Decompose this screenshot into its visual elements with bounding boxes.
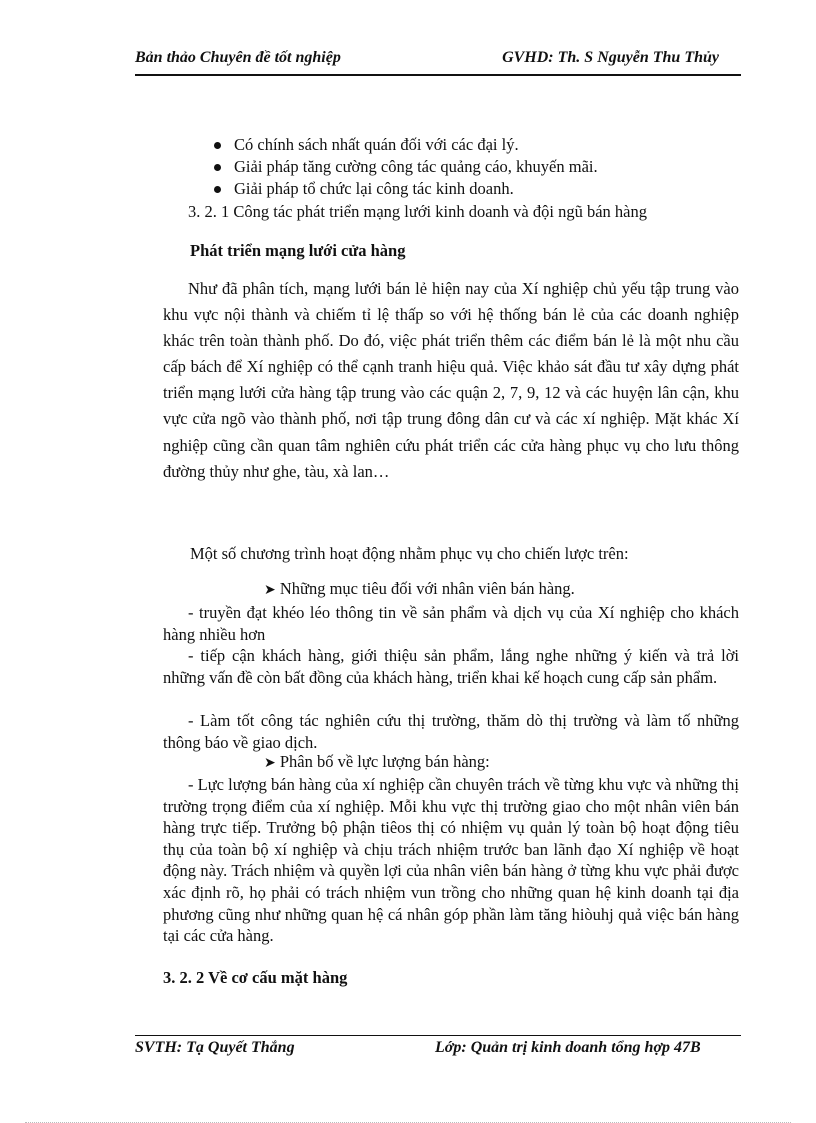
header-supervisor: GVHD: Th. S Nguyễn Thu Thủy [502,49,719,66]
page-header [135,46,741,76]
bullet-item: Giải pháp tổ chức lại công tác kinh doanh. [212,178,598,200]
dash-item: - tiếp cận khách hàng, giới thiệu sản phẩm, lắng nghe những ý kiến và trả lời những vấn đề còn bất đồng của khách hàng, triển khai kế hoạch cung cấp sản phẩm. [163,646,739,687]
section-heading-3-2-1: 3. 2. 1 Công tác phát triển mạng lưới kinh doanh và đội ngũ bán hàng [188,202,647,221]
arrow-item-label: Những mục tiêu đối với nhân viên bán hàng. [279,579,575,598]
bullet-item: Giải pháp tăng cường công tác quảng cáo, khuyến mãi. [212,156,598,178]
bullet-item: Có chính sách nhất quán đối với các đại lý. [212,134,598,156]
dash-item: - truyền đạt khéo léo thông tin về sản phẩm và dịch vụ của Xí nghiệp cho khách hàng nhiều hơn [163,603,739,644]
arrow-right-icon: ➤ [264,756,276,771]
footer-student: SVTH: Tạ Quyết Thắng [135,1039,295,1056]
bullet-list [212,134,598,200]
page-footer [135,1039,741,1063]
footer-divider [135,1035,741,1036]
dash-item: - Làm tốt công tác nghiên cứu thị trường, thăm dò thị trường và làm tố những thông báo về giao dịch. [163,711,739,752]
arrow-item-allocation [264,752,490,772]
arrow-right-icon: ➤ [264,583,276,598]
arrow-item-goals [264,579,575,599]
subheading-network: Phát triển mạng lưới cửa hàng [190,241,406,260]
header-document-title: Bản thảo Chuyên đề tốt nghiệp [135,49,341,66]
footer-class: Lớp: Quản trị kinh doanh tổng hợp 47B [435,1039,701,1056]
intro-activities: Một số chương trình hoạt động nhằm phục vụ cho chiến lược trên: [190,544,629,563]
dash-item: - Lực lượng bán hàng của xí nghiệp cần chuyên trách về từng khu vực và những thị trường trọng điểm của xí nghiệp. Mỗi khu vực thị trường giao cho một nhân viên bán hàng trực tiếp. Trưởng bộ phận tiêos thị có nhiệm vụ quản lý toàn bộ hoạt động tiêu thụ của toàn bộ xí nghiệp và chịu trách nhiệm trước ban lãnh đạo Xí nghiệp về hoạt động này. Trách nhiệm và quyền lợi của nhân viên bán hàng ở từng khu vực phải được xác định rõ, họ phải có trách nhiệm vun trồng cho những quan hệ kinh doanh tại địa phương cũng như những quan hệ cá nhân góp phần làm tăng hiòuhj quả việc bán hàng tại các cửa hàng. [163,775,739,946]
arrow-item-label: Phân bố về lực lượng bán hàng: [279,752,490,771]
section-heading-3-2-2: 3. 2. 2 Về cơ cấu mặt hàng [163,968,348,987]
paragraph-network: Như đã phân tích, mạng lưới bán lẻ hiện nay của Xí nghiệp chủ yếu tập trung vào khu vực nội thành và chiếm tỉ lệ thấp so với hệ thống bán lẻ của các doanh nghiệp khác trên toàn thành phố. Do đó, việc phát triển thêm các điểm bán lẻ là một nhu cầu cấp bách để Xí nghiệp có thể cạnh tranh hiệu quả. Việc khảo sát đầu tư xây dựng phát triển mạng lưới cửa hàng tập trung vào các quận 2, 7, 9, 12 và các huyện lân cận, khu vực cửa ngõ vào thành phố, nơi tập trung đông dân cư và các xí nghiệp. Mặt khác Xí nghiệp cũng cần quan tâm nghiên cứu phát triển các cửa hàng phục vụ cho lưu thông đường thủy như ghe, tàu, xà lan… [163,279,739,481]
